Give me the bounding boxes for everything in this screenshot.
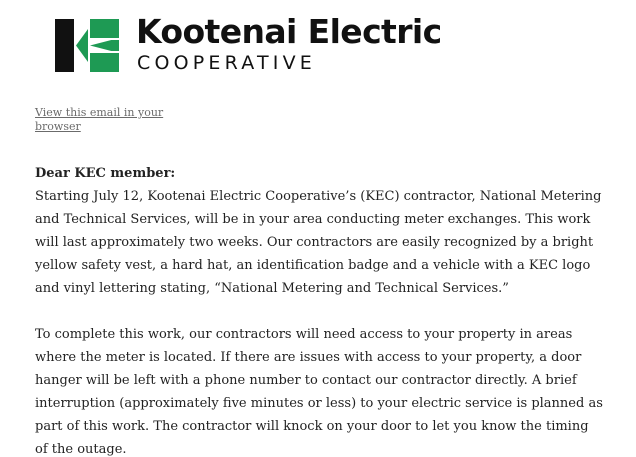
letter-paragraph-1: Starting July 12, Kootenai Electric Cooperative’s (KEC) contractor, National Metering and Technical Services, will be in your area conducting meter exchanges. This work will last approximately two weeks. Our contractors are easily recognized by a bright yellow safety vest, a hard hat, an identification badge and a vehicle with a KEC logo and vinyl lettering stating, “National Metering and Technical Services.” xyxy=(35,189,602,296)
view-in-browser-link[interactable]: View this email in your browser xyxy=(35,106,164,133)
letter-paragraph-2: To complete this work, our contractors will need access to your property in areas where the meter is located. If there are issues with access to your property, a door hanger will be left with a phone number to contact our contractor directly. A brief interruption (approximately five minutes or less) to your electric service is planned as part of this work. The contractor will knock on your door to let you know the timing of the outage. xyxy=(35,327,603,457)
kec-logo[interactable] xyxy=(55,12,442,76)
letter-greeting: Dear KEC member: xyxy=(35,166,176,181)
kec-logo-name: Kootenai Electric xyxy=(136,12,442,51)
paragraph-spacer xyxy=(35,300,605,323)
kec-logo-mark-icon xyxy=(55,19,119,72)
letter-body xyxy=(35,162,605,457)
kec-logo-tagline: COOPERATIVE xyxy=(137,52,317,74)
